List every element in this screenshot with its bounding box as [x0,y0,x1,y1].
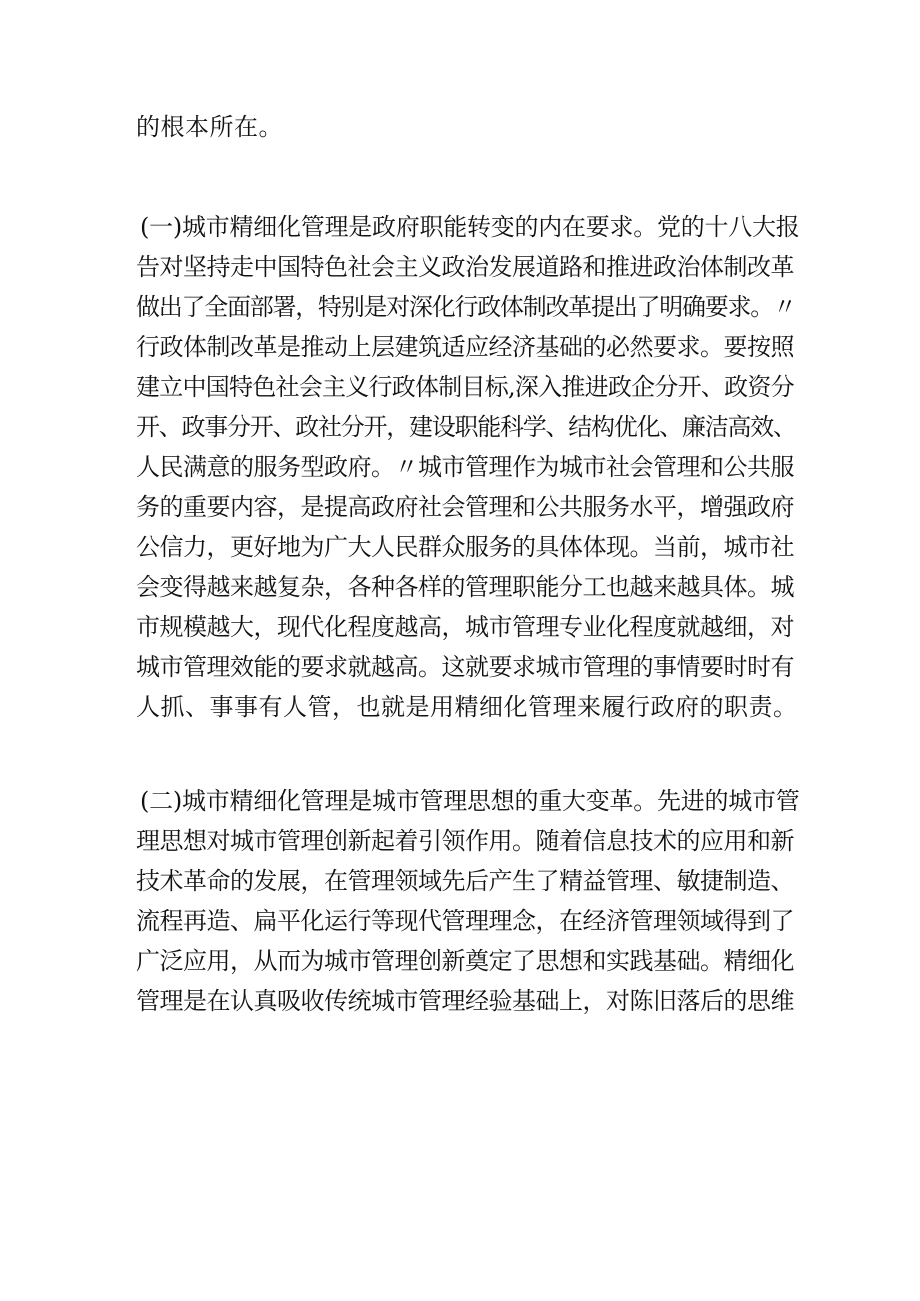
text-line: 公信力，更好地为广大人民群众服务的具体体现。当前，城市社 [136,533,794,561]
paragraph-heading-line: (一)城市精细化管理是政府职能转变的内在要求。党的十八大报 [140,213,800,241]
text-line: 做出了全面部署，特别是对深化行政体制改革提出了明确要求。〃 [136,293,796,321]
text-line: 理思想对城市管理创新起着引领作用。随着信息技术的应用和新 [136,827,794,855]
text-line: 会变得越来越复杂，各种各样的管理职能分工也越来越具体。城 [136,573,794,601]
text-line: 流程再造、扁平化运行等现代管理理念，在经济管理领域得到了 [136,907,794,935]
text-line: 人抓、事事有人管，也就是用精细化管理来履行政府的职责。 [136,693,798,721]
paragraph-heading-line: (二)城市精细化管理是城市管理思想的重大变革。先进的城市管 [140,787,800,815]
text-line: 市规模越大，现代化程度越高，城市管理专业化程度就越细，对 [136,613,794,641]
text-line: 的根本所在。 [136,113,283,141]
text-line: 开、政事分开、政社分开，建设职能科学、结构优化、廉洁高效、 [136,413,796,441]
text-line: 人民满意的服务型政府。〃城市管理作为城市社会管理和公共服 [136,453,794,481]
text-line: 务的重要内容，是提高政府社会管理和公共服务水平，增强政府 [136,493,794,521]
text-line: 行政体制改革是推动上层建筑适应经济基础的必然要求。要按照 [136,333,794,361]
text-line: 城市管理效能的要求就越高。这就要求城市管理的事情要时时有 [136,653,794,681]
text-line: 广泛应用，从而为城市管理创新奠定了思想和实践基础。精细化 [136,947,794,975]
text-line: 管理是在认真吸收传统城市管理经验基础上，对陈旧落后的思维 [136,987,794,1015]
text-line: 告对坚持走中国特色社会主义政治发展道路和推进政治体制改革 [136,253,794,281]
text-line: 技术革命的发展，在管理领域先后产生了精益管理、敏捷制造、 [136,867,794,895]
text-line: 建立中国特色社会主义行政体制目标,深入推进政企分开、政资分 [136,373,794,401]
